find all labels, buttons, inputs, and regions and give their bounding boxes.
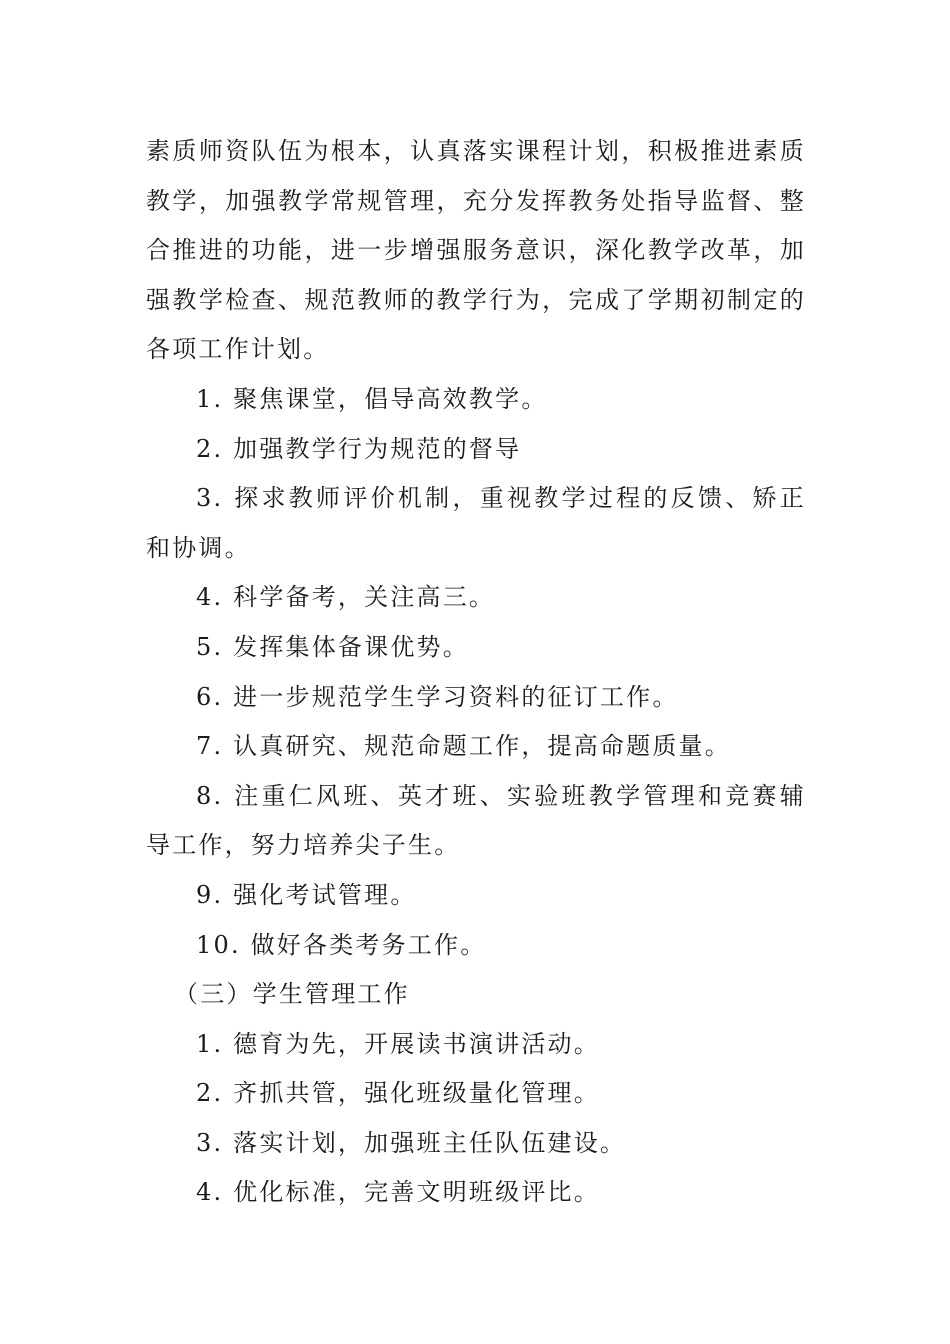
list-item-teaching-6: 6. 进一步规范学生学习资料的征订工作。 (196, 682, 679, 711)
list-item-student-1: 1. 德育为先，开展读书演讲活动。 (196, 1029, 600, 1058)
list-item-teaching-7: 7. 认真研究、规范命题工作，提高命题质量。 (196, 732, 731, 761)
section-heading-student-management: （三）学生管理工作 (174, 980, 410, 1009)
list-item-teaching-8: 8. 注重仁风班、英才班、实验班教学管理和竞赛辅导工作，努力培养尖子生。 (146, 781, 806, 860)
list-item-teaching-5: 5. 发挥集体备课优势。 (196, 632, 469, 661)
list-item-teaching-2: 2. 加强教学行为规范的督导 (196, 434, 522, 463)
list-item-teaching-10: 10. 做好各类考务工作。 (196, 930, 487, 959)
list-item-student-3: 3. 落实计划，加强班主任队伍建设。 (196, 1128, 627, 1157)
list-item-teaching-4: 4. 科学备考，关注高三。 (196, 583, 496, 612)
paragraph-intro: 素质师资队伍为根本，认真落实课程计划，积极推进素质教学，加强教学常规管理，充分发挥教务处指导监督、整合推进的功能，进一步增强服务意识，深化教学改革，加强教学检查、规范教师的教学行为，完成了学期初制定的各项工作计划。 (146, 137, 806, 364)
list-item-teaching-1: 1. 聚焦课堂，倡导高效教学。 (196, 384, 548, 413)
list-item-teaching-9: 9. 强化考试管理。 (196, 880, 417, 909)
document-body (146, 127, 806, 1218)
list-item-student-2: 2. 齐抓共管，强化班级量化管理。 (196, 1079, 600, 1108)
list-item-teaching-3: 3. 探求教师评价机制，重视教学过程的反馈、矫正和协调。 (146, 484, 806, 562)
list-item-student-4: 4. 优化标准，完善文明班级评比。 (196, 1178, 600, 1207)
